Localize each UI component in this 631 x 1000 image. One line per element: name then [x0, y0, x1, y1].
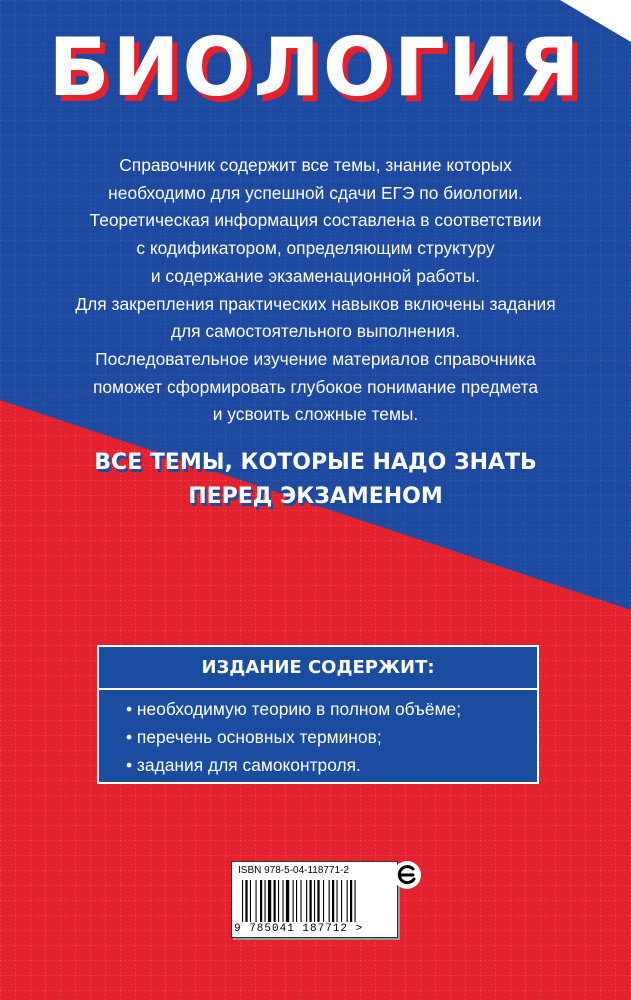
cover-headline [30, 446, 601, 514]
barcode-digits: 9 785041 187712 > [234, 923, 364, 935]
eksmo-logo-icon [392, 860, 422, 890]
description-line: и усвоить сложные темы. [212, 404, 419, 425]
cover-description [60, 152, 571, 429]
isbn-label: ISBN 978-5-04-118771-2 [238, 865, 349, 876]
description-line: Для закрепления практических навыков включены задания [75, 293, 556, 314]
description-line: Последовательное изучение материалов справочника [95, 348, 536, 369]
headline-line: ВСЕ ТЕМЫ, КОТОРЫЕ НАДО ЗНАТЬ [94, 450, 537, 475]
description-line: необходимо для успешной сдачи ЕГЭ по биологии. [108, 182, 523, 203]
description-line: с кодификатором, определяющим структуру [136, 238, 495, 259]
description-line: поможет сформировать глубокое понимание предмета [92, 376, 539, 397]
contents-box-divider [99, 688, 537, 690]
description-line: для самостоятельного выполнения. [170, 321, 461, 342]
cover-title: БИОЛОГИЯ [48, 21, 583, 114]
barcode-panel [231, 861, 398, 938]
description-line: Справочник содержит все темы, знание которых [119, 155, 512, 175]
contents-box-title: ИЗДАНИЕ СОДЕРЖИТ: [201, 657, 435, 678]
contents-box [97, 645, 539, 784]
description-line: и содержание экзаменационной работы. [150, 265, 481, 286]
headline-line: ПЕРЕД ЭКЗАМЕНОМ [188, 484, 443, 509]
barcode-bars [242, 880, 387, 922]
list-item: • необходимую теорию в полном объёме; [126, 699, 462, 719]
list-item: • задания для самоконтроля. [126, 755, 361, 775]
list-item: • перечень основных терминов; [126, 727, 382, 747]
description-line: Теоретическая информация составлена в соответствии [89, 210, 542, 231]
contents-list [99, 695, 537, 779]
